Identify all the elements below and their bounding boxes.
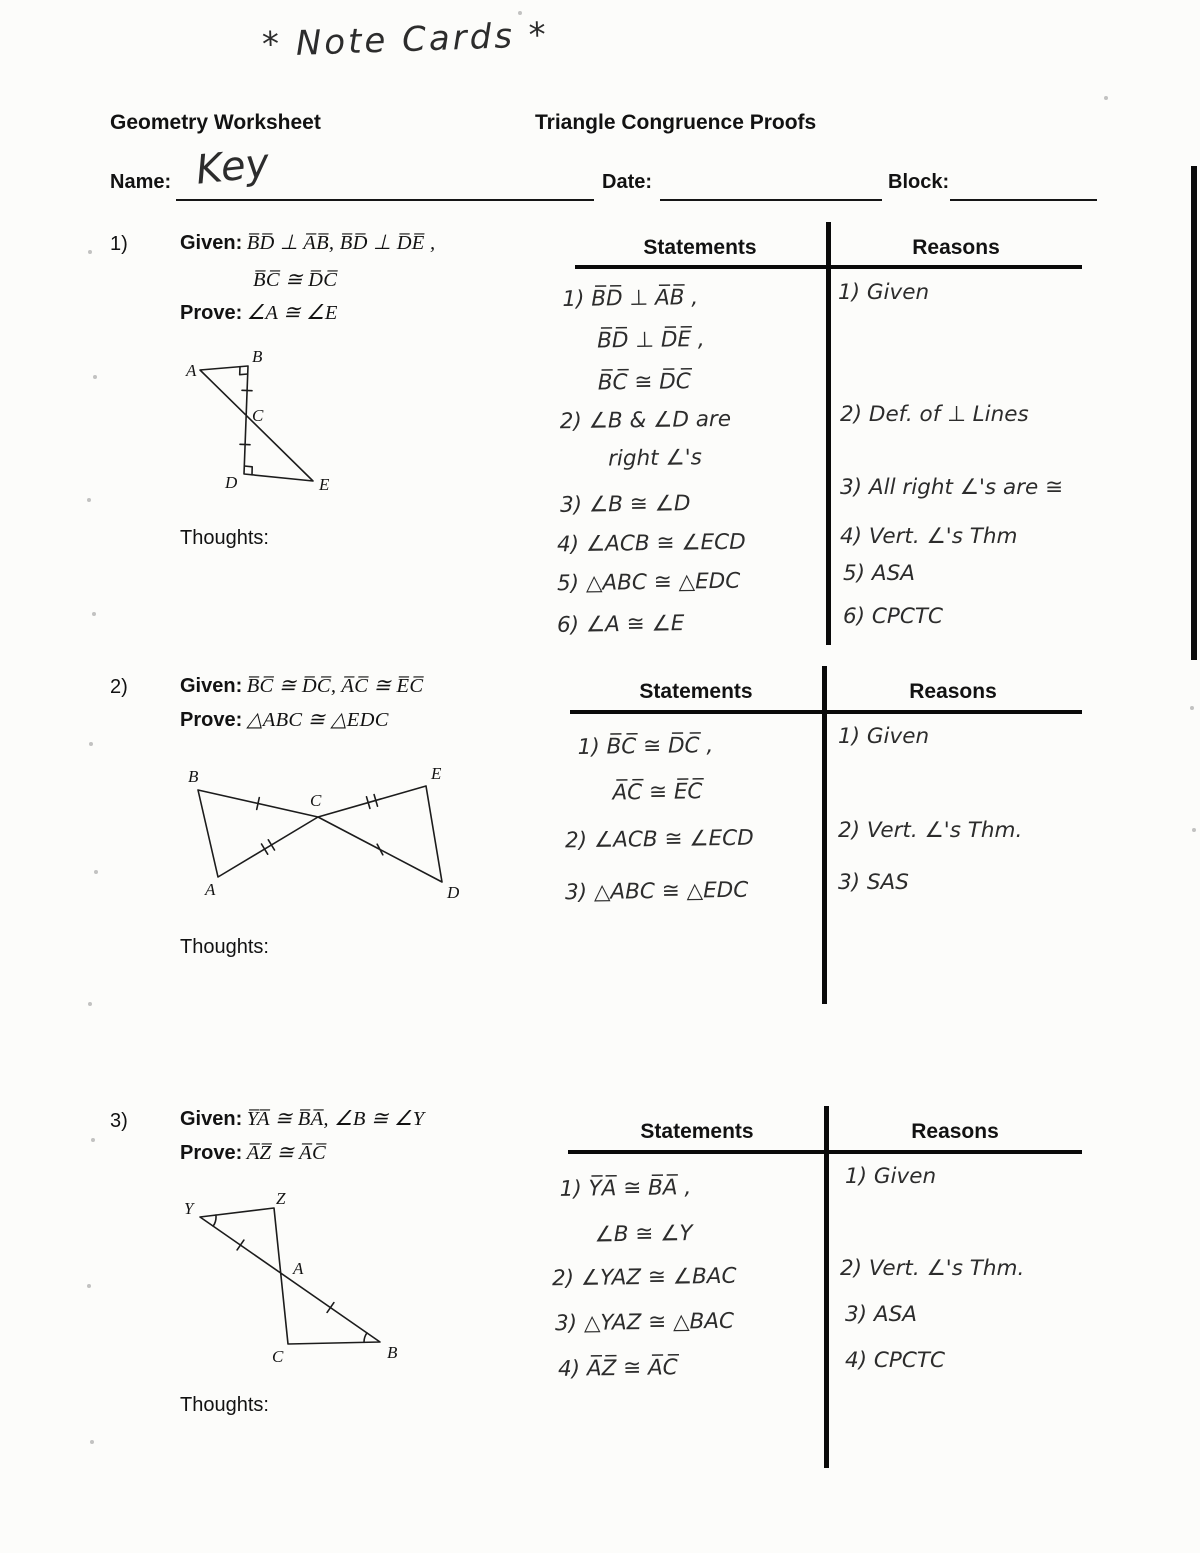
statement-row: 1) B̅C̅ ≅ D̅C̅ , A̅C̅ ≅ E̅C̅ (577, 733, 714, 806)
vertex-label-b: B (252, 347, 263, 366)
scan-dot (91, 1138, 95, 1142)
date-label: Date: (602, 171, 653, 193)
problem-1-prove-label: Prove: (180, 302, 243, 324)
reason-row: 3) SAS (838, 870, 909, 895)
vertex-label-b: B (188, 767, 199, 786)
handwritten-top-note: * Note Cards * (261, 15, 550, 65)
table-1-reasons-header: Reasons (912, 236, 1000, 259)
scan-dot (93, 375, 97, 379)
problem-2-prove-label: Prove: (180, 709, 243, 731)
problem-3-prove-text: A̅Z̅ ≅ A̅C̅ (246, 1142, 326, 1164)
problem-1-given-text: B̅D̅ ⊥ A̅B̅, B̅D̅ ⊥ D̅E̅ , (246, 232, 436, 254)
reason-row: 4) CPCTC (845, 1348, 946, 1373)
vertex-label-a: A (205, 880, 216, 899)
reason-row: 1) Given (838, 280, 930, 305)
statement-row: 3) △YAZ ≅ △BAC (554, 1308, 735, 1337)
reason-row: 5) ASA (843, 561, 915, 586)
scan-dot (1104, 96, 1108, 100)
name-label: Name: (110, 171, 172, 193)
problem-1-number: 1) (110, 233, 128, 255)
statement-row: 3) ∠B ≅ ∠D (559, 491, 691, 518)
problem-3-number: 3) (110, 1110, 128, 1132)
scan-dot (92, 612, 96, 616)
problem-3-prove-label: Prove: (180, 1142, 243, 1164)
problem-1-prove-text: ∠A ≅ ∠E (246, 302, 338, 324)
problem-1-given-text-2: B̅C̅ ≅ D̅C̅ (253, 269, 338, 291)
table-3-statements-header: Statements (640, 1120, 754, 1143)
vertex-label-a: A (293, 1259, 304, 1278)
scan-dot (518, 11, 522, 15)
vertex-label-z: Z (276, 1189, 286, 1208)
vertex-label-c: C (310, 791, 322, 810)
problem-2-diagram (180, 762, 470, 907)
vertex-label-y: Y (184, 1199, 194, 1218)
problem-2-prove-text: △ABC ≅ △EDC (246, 709, 389, 731)
worksheet-title: Geometry Worksheet (110, 111, 321, 134)
worksheet-subject: Triangle Congruence Proofs (535, 111, 817, 134)
vertex-label-d: D (225, 473, 238, 492)
statement-row: 3) △ABC ≅ △EDC (564, 877, 749, 906)
reason-row: 2) Vert. ∠'s Thm. (838, 818, 1023, 843)
problem-3-thoughts-label: Thoughts: (180, 1394, 269, 1416)
table-3-column-divider (824, 1106, 829, 1468)
vertex-label-e: E (319, 475, 330, 494)
date-underline (660, 199, 882, 201)
statement-row: 6) ∠A ≅ ∠E (556, 611, 685, 638)
problem-3-given-text: Y̅A̅ ≅ B̅A̅, ∠B ≅ ∠Y (246, 1108, 425, 1130)
scan-artifact-edge-bar (1191, 166, 1197, 660)
problem-2-given-label: Given: (180, 675, 243, 697)
table-2-column-divider (822, 666, 827, 1004)
scan-dot (89, 742, 93, 746)
scan-dot (1190, 706, 1194, 710)
vertex-label-d: D (447, 883, 460, 902)
reason-row: 3) All right ∠'s are ≅ (840, 475, 1064, 500)
reason-row: 2) Vert. ∠'s Thm. (840, 1256, 1025, 1281)
table-1-column-divider (826, 222, 831, 645)
problem-1-diagram (178, 346, 338, 501)
scan-dot (90, 1440, 94, 1444)
block-underline (950, 199, 1097, 201)
problem-3-given-label: Given: (180, 1108, 243, 1130)
name-value-handwritten: Key (193, 140, 272, 194)
statement-row: 4) A̅Z̅ ≅ A̅C̅ (557, 1355, 678, 1382)
scan-dot (88, 250, 92, 254)
problem-1-given-label: Given: (180, 232, 243, 254)
problem-2-thoughts-label: Thoughts: (180, 936, 269, 958)
scan-dot (87, 498, 91, 502)
vertex-label-e: E (431, 764, 442, 783)
problem-2-number: 2) (110, 676, 128, 698)
reason-row: 4) Vert. ∠'s Thm (840, 524, 1018, 549)
problem-2-given-text: B̅C̅ ≅ D̅C̅, A̅C̅ ≅ E̅C̅ (246, 675, 424, 697)
scan-dot (87, 1284, 91, 1288)
scan-dot (1192, 828, 1196, 832)
reason-row: 2) Def. of ⊥ Lines (840, 402, 1029, 427)
reason-row: 3) ASA (845, 1302, 917, 1327)
problem-3-diagram (172, 1189, 402, 1370)
statement-row: 5) △ABC ≅ △EDC (556, 568, 741, 597)
statement-row: 2) ∠YAZ ≅ ∠BAC (551, 1263, 737, 1292)
statement-row: 2) ∠ACB ≅ ∠ECD (564, 825, 754, 854)
scan-dot (88, 1002, 92, 1006)
reason-row: 6) CPCTC (843, 604, 944, 629)
table-1-statements-header: Statements (643, 236, 757, 259)
vertex-label-a: A (186, 361, 197, 380)
table-2-statements-header: Statements (639, 680, 753, 703)
statement-row: 4) ∠ACB ≅ ∠ECD (556, 529, 746, 558)
figure-edges (200, 1208, 380, 1344)
reason-row: 1) Given (845, 1164, 937, 1189)
reason-row: 1) Given (838, 724, 930, 749)
table-3-reasons-header: Reasons (911, 1120, 999, 1143)
table-2-reasons-header: Reasons (909, 680, 997, 703)
statement-row: 2) ∠B & ∠D are right ∠'s (559, 406, 732, 473)
statement-row: 1) B̅D̅ ⊥ A̅B̅ , B̅D̅ ⊥ D̅E̅ , B̅C̅ ≅ D̅C̅ (562, 285, 705, 396)
vertex-label-b: B (387, 1343, 398, 1362)
statement-row: 1) Y̅A̅ ≅ B̅A̅ , ∠B ≅ ∠Y (559, 1175, 693, 1248)
scan-dot (94, 870, 98, 874)
vertex-label-c: C (252, 406, 264, 425)
block-label: Block: (888, 171, 950, 193)
vertex-label-c: C (272, 1347, 284, 1366)
name-underline (176, 199, 594, 201)
problem-1-thoughts-label: Thoughts: (180, 527, 269, 549)
